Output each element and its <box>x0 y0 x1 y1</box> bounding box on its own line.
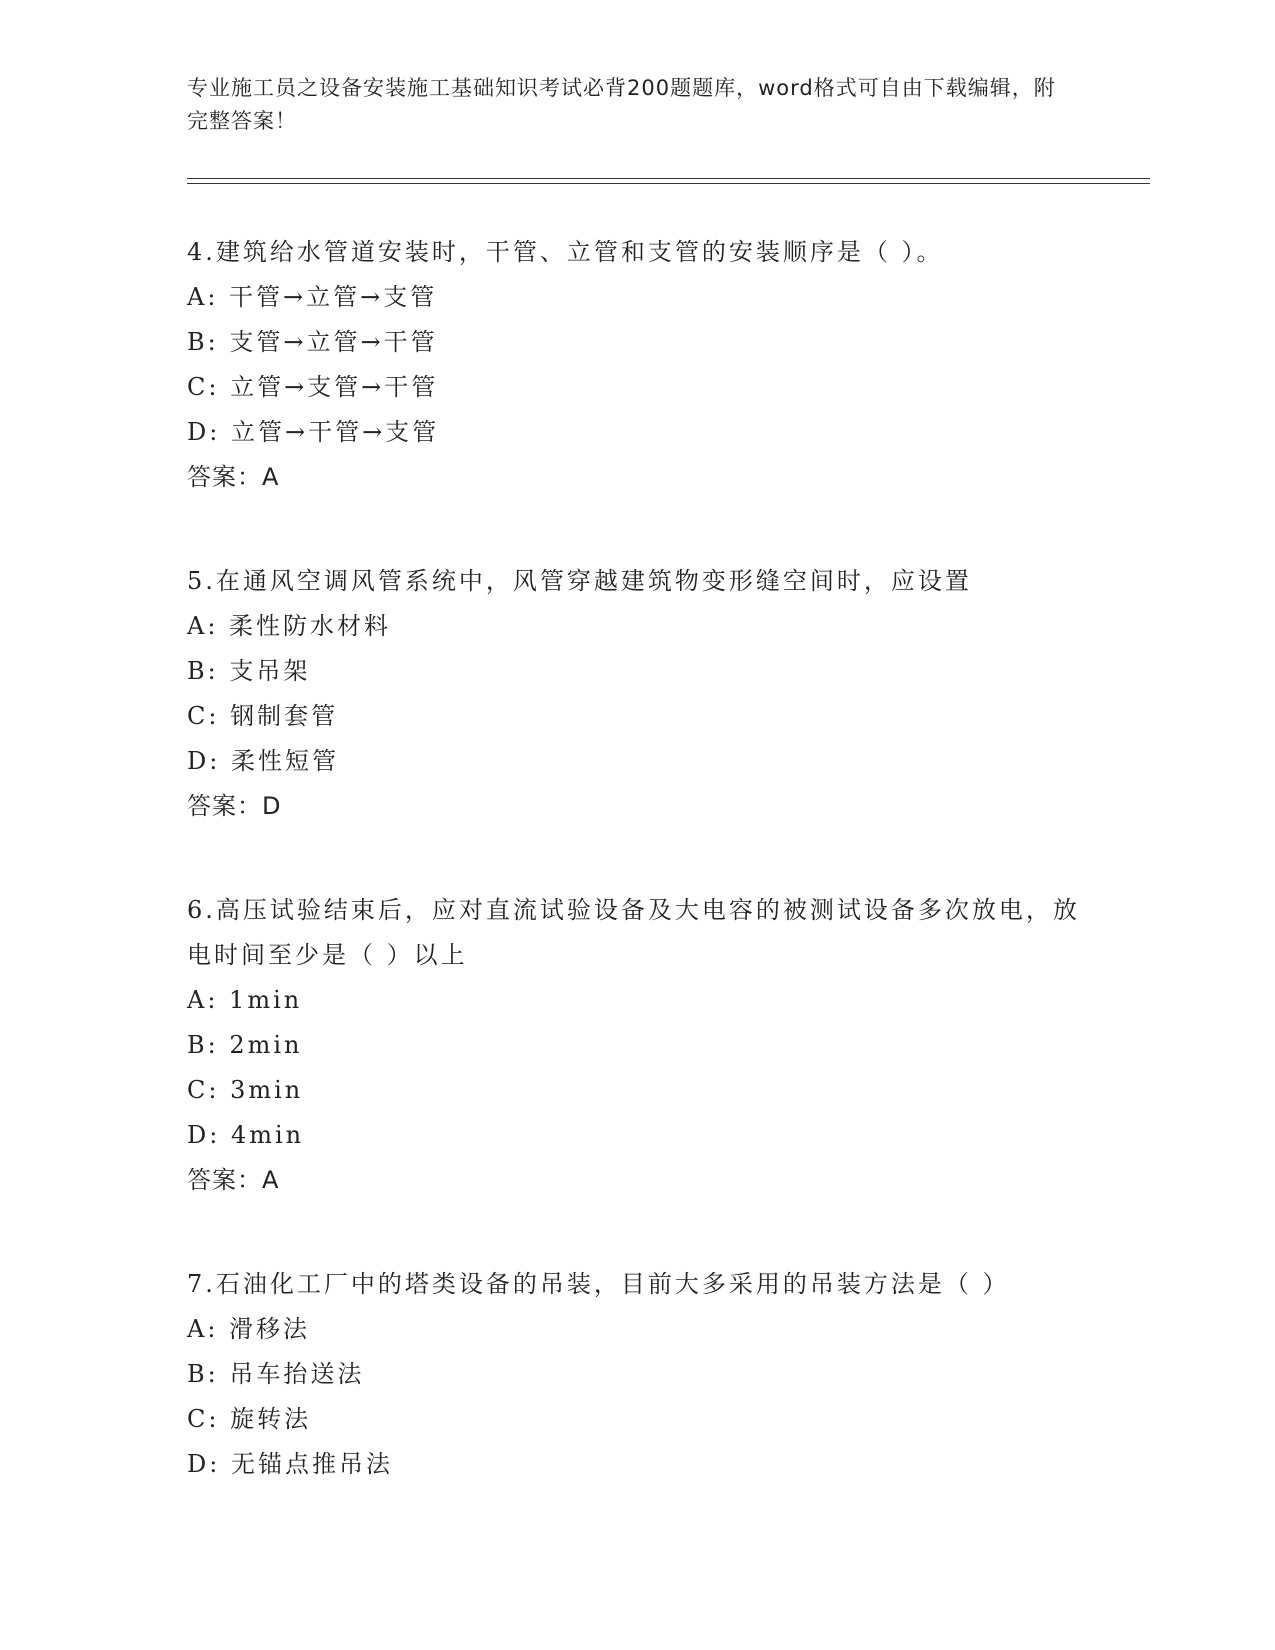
header-divider-top <box>187 178 1150 179</box>
option-a: A: 滑移法 <box>187 1315 311 1343</box>
option-b: B: 支管→立管→干管 <box>187 328 438 356</box>
header-divider-bottom <box>187 183 1150 184</box>
option-c: C: 旋转法 <box>187 1405 312 1433</box>
question-list <box>187 230 1087 1546</box>
option-d: D: 柔性短管 <box>187 747 339 775</box>
answer-line: 答案：D <box>187 792 282 820</box>
document-header: 专业施工员之设备安装施工基础知识考试必背200题题库，word格式可自由下载编辑，附完整答案！ <box>187 76 1056 133</box>
answer-line: 答案：A <box>187 1166 280 1194</box>
option-b: B: 吊车抬送法 <box>187 1360 365 1388</box>
option-c: C: 钢制套管 <box>187 702 339 730</box>
option-b: B: 支吊架 <box>187 657 311 685</box>
option-c: C: 3min <box>187 1076 304 1104</box>
question-stem: 5.在通风空调风管系统中，风管穿越建筑物变形缝空间时，应设置 <box>187 567 972 595</box>
option-d: D: 无锚点推吊法 <box>187 1450 393 1478</box>
question-4 <box>187 230 1087 500</box>
question-5 <box>187 559 1087 829</box>
option-c: C: 立管→支管→干管 <box>187 373 439 401</box>
question-6 <box>187 888 1087 1203</box>
option-d: D: 4min <box>187 1121 305 1149</box>
option-b: B: 2min <box>187 1031 303 1059</box>
option-a: A: 柔性防水材料 <box>187 612 392 640</box>
option-a: A: 1min <box>187 986 303 1014</box>
question-stem: 4.建筑给水管道安装时，干管、立管和支管的安装顺序是（ ）。 <box>187 238 944 266</box>
option-a: A: 干管→立管→支管 <box>187 283 438 311</box>
question-7 <box>187 1262 1087 1487</box>
option-d: D: 立管→干管→支管 <box>187 418 440 446</box>
question-stem: 7.石油化工厂中的塔类设备的吊装，目前大多采用的吊装方法是（ ） <box>187 1270 1010 1298</box>
question-stem: 6.高压试验结束后，应对直流试验设备及大电容的被测试设备多次放电，放电时间至少是（ ）以上 <box>187 896 1080 969</box>
answer-line: 答案：A <box>187 463 280 491</box>
